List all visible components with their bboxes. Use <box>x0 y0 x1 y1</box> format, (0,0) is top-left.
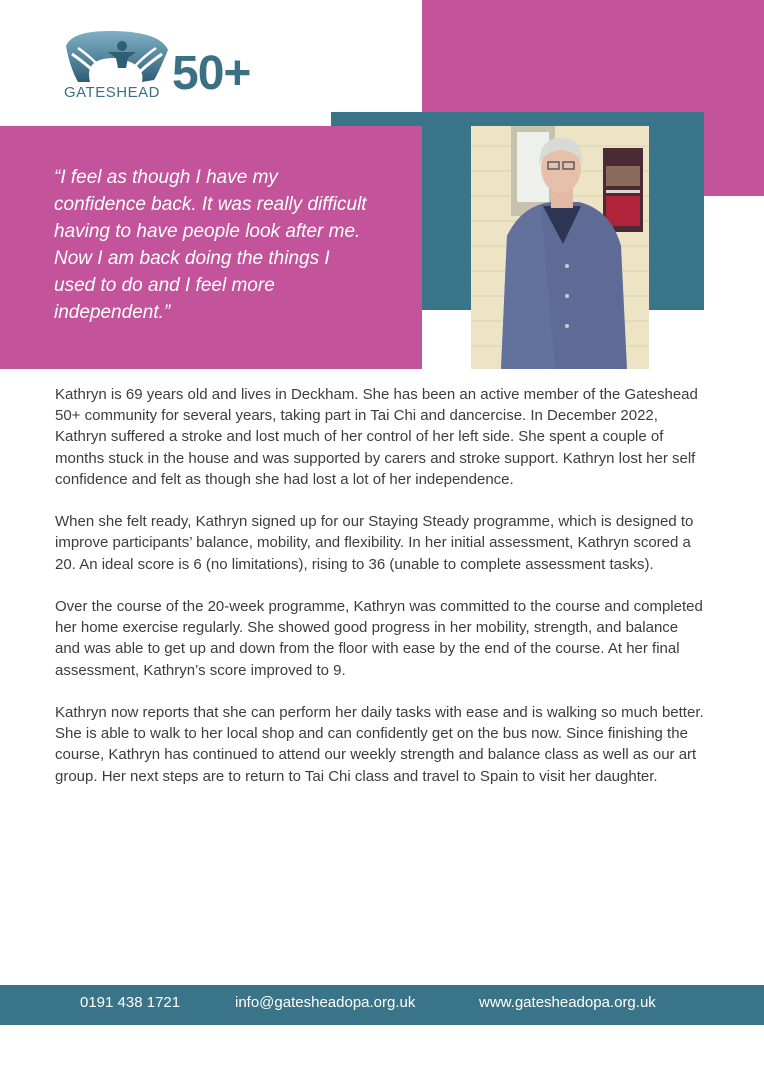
story-paragraph-1: Kathryn is 69 years old and lives in Deckham. She has been an active member of the Gateshead 50+ community for several years, taking part in Tai Chi and dancercise. In December 2022, Kathryn suffered a stroke and lost much of her control of her left side. She spent a couple of months stuck in the house and was supported by carers and stroke support. Kathryn lost her self confidence and felt as though she had lost a lot of her independence. <box>55 386 698 488</box>
story-paragraph-4: Kathryn now reports that she can perform her daily tasks with ease and is walking so much better. She is able to walk to her local shop and can confidently get on the bus now. Since finishing the course, Kathryn has continued to attend our weekly strength and balance class as well as our art group. Her next steps are to return to Tai Chi class and travel to Spain to visit her daughter. <box>55 704 704 785</box>
decorative-pink-block-top <box>422 0 764 112</box>
portrait-illustration <box>471 126 649 369</box>
decorative-pink-strip <box>704 112 764 196</box>
testimonial-quote: “I feel as though I have my confidence back. It was really difficult having to have people look after me. Now I am back doing the things I used to do and I feel more independent.” <box>54 167 367 323</box>
footer-phone[interactable]: 0191 438 1721 <box>80 994 181 1011</box>
portrait-photo <box>471 126 649 369</box>
story-paragraph-3: Over the course of the 20-week programme, Kathryn was committed to the course and completed her home exercise regularly. She showed good progress in her mobility, strength, and balance and was able to get up and down from the floor with ease by the end of the course. At her final assessment, Kathryn’s score improved to 9. <box>55 598 703 679</box>
logo-wordmark: GATESHEAD <box>64 84 160 101</box>
story-body <box>55 384 705 808</box>
contact-footer <box>0 985 764 1025</box>
stadium-logo-icon <box>62 28 172 88</box>
story-paragraph-2: When she felt ready, Kathryn signed up for our Staying Steady programme, which is designed to improve participants’ balance, mobility, and flexibility. In her initial assessment, Kathryn scored a 20. An ideal score is 6 (no limitations), rising to 36 (unable to complete assessment tasks). <box>55 513 694 573</box>
footer-email-link[interactable]: info@gatesheadopa.org.uk <box>235 994 416 1011</box>
footer-website-link[interactable]: www.gatesheadopa.org.uk <box>479 994 656 1011</box>
logo-50-plus: 50+ <box>172 47 251 100</box>
